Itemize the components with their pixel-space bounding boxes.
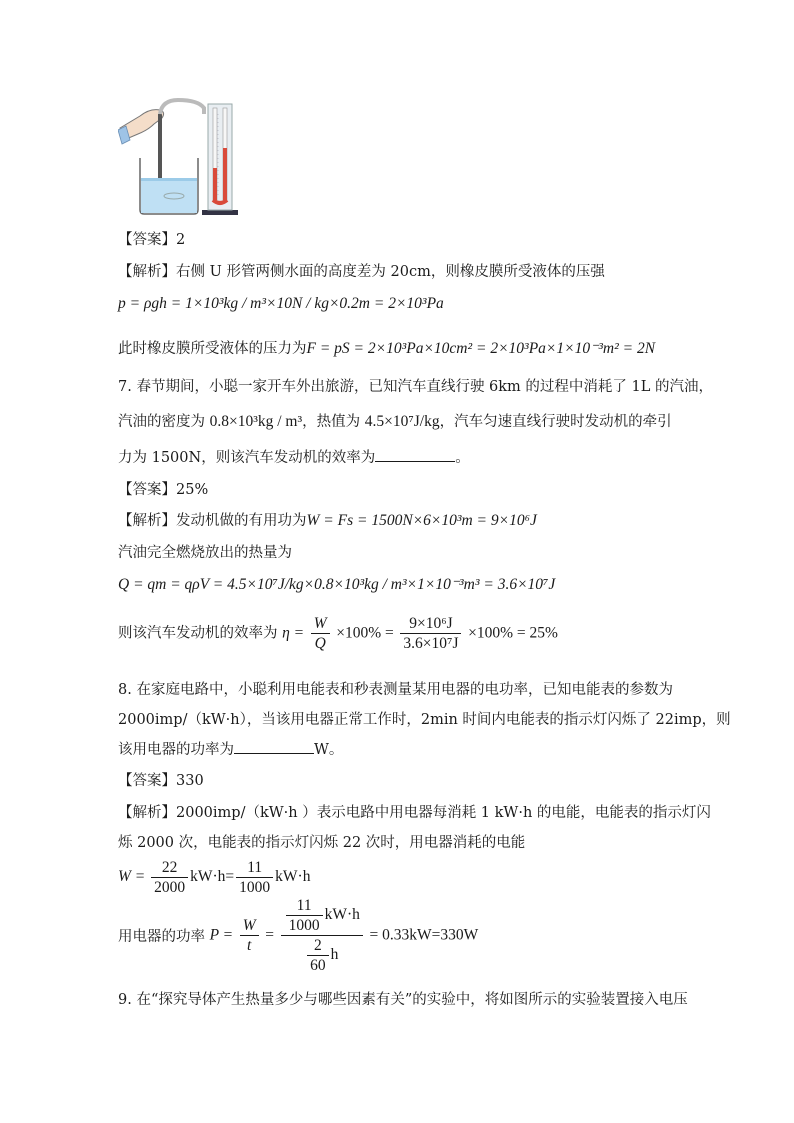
- q7-question-line2: [118, 410, 672, 431]
- q8-num-fraction: [286, 896, 323, 935]
- q8-compound-fraction: [281, 896, 363, 975]
- q8-analysis-line1: 【解析】2000imp/（kW·h ）表示电路中用电器每消耗 1 kW·h 的电能，电能表的指示灯闪: [118, 805, 711, 821]
- q7-density-prefix: 汽油的密度为: [118, 414, 205, 430]
- q6-force-equation: F = pS = 2×10³Pa×10cm² = 2×10³Pa×1×10⁻³m² = 2N: [306, 340, 656, 357]
- q8-p-lhs: P =: [209, 926, 234, 944]
- q7-line3-prefix: 力为 1500N，则该汽车发动机的效率为: [118, 450, 376, 466]
- q8-den-fraction: [307, 936, 329, 975]
- q8-power-prefix: 用电器的功率: [118, 929, 205, 945]
- q8-w-frac2-den: 1000: [236, 877, 273, 897]
- q7-heat-equation: Q = qm = qρV = 4.5×10⁷J/kg×0.8×10³kg / m³×1×10⁻³m³ = 3.6×10⁷J: [118, 576, 556, 593]
- q8-p-end: = 0.33kW=330W: [369, 926, 479, 944]
- q7-eta-lhs: η =: [282, 624, 305, 642]
- q8-question-line1: 8. 在家庭电路中，小聪利用电能表和秒表测量某用电器的电功率，已知电能表的参数为: [118, 682, 673, 698]
- q8-p-eq: =: [265, 926, 275, 944]
- q8-w-frac1-den: 2000: [151, 877, 188, 897]
- q8-fraction-22-2000: [151, 858, 188, 897]
- pressure-apparatus-figure: [118, 94, 246, 218]
- q8-fraction-w-over-t: [240, 916, 259, 955]
- q7-work-prefix: 【解析】发动机做的有用功为: [118, 513, 307, 529]
- q8-num-den: 1000: [286, 915, 323, 935]
- q8-answer: 【答案】330: [118, 773, 204, 789]
- q8-energy-equation: [118, 858, 310, 897]
- q8-compound-numerator: [281, 896, 363, 935]
- q6-force-prefix: 此时橡皮膜所受液体的压力为: [118, 341, 307, 357]
- q7-eff-end: ×100% = 25%: [468, 624, 558, 642]
- q8-answer-blank: [234, 739, 314, 754]
- q7-frac2-den: 3.6×10⁷J: [400, 633, 461, 653]
- q7-question-line1: 7. 春节期间，小聪一家开车外出旅游，已知汽车直线行驶 6km 的过程中消耗了 1L 的汽油，: [118, 379, 713, 395]
- q7-density-value: 0.8×10³kg / m³: [209, 413, 303, 430]
- q8-line3-suffix: W。: [314, 742, 344, 758]
- q6-pressure-equation: p = ρgh = 1×10³kg / m³×10N / kg×0.2m = 2×10³Pa: [118, 295, 444, 312]
- q8-power-line: [118, 896, 478, 975]
- q8-fraction-11-1000: [236, 858, 273, 897]
- q8-w-end: kW·h: [275, 868, 311, 886]
- q8-den-num: 2: [314, 937, 322, 954]
- q7-answer-blank: [375, 447, 455, 462]
- q8-compound-denominator: [281, 935, 363, 975]
- q7-line3-suffix: 。: [455, 450, 470, 466]
- q6-answer: 【答案】2: [118, 232, 186, 248]
- q7-work-line: [118, 509, 537, 530]
- q8-p-frac-den: t: [240, 935, 259, 955]
- q8-w-mid: kW·h=: [190, 868, 235, 886]
- q8-question-line3: [118, 738, 343, 759]
- q9-question-line1: 9. 在“探究导体产生热量多少与哪些因素有关”的实验中，将如图所示的实验装置接入电压: [118, 992, 688, 1008]
- q7-frac2-num: 9×10⁶J: [409, 615, 453, 632]
- q8-den-den: 60: [307, 955, 329, 975]
- q7-efficiency-line: [118, 614, 558, 653]
- q8-p-frac-num: W: [242, 917, 256, 934]
- q7-frac1-den: Q: [311, 633, 330, 653]
- q7-heat-prefix: ，热值为: [302, 414, 361, 430]
- q6-force-line: [118, 337, 655, 358]
- q7-heat-text: 汽油完全燃烧放出的热量为: [118, 545, 292, 561]
- q8-num-unit: kW·h: [324, 906, 360, 924]
- q7-work-equation: W = Fs = 1500N×6×10³m = 9×10⁶J: [306, 512, 537, 529]
- q7-fraction-values: [400, 614, 461, 653]
- q6-analysis-text: 【解析】右侧 U 形管两侧水面的高度差为 20cm，则橡皮膜所受液体的压强: [118, 264, 605, 280]
- q7-fraction-w-over-q: [311, 614, 330, 653]
- q7-efficiency-prefix: 则该汽车发动机的效率为: [118, 625, 278, 642]
- q8-den-unit: h: [330, 946, 339, 964]
- q7-heat-value: 4.5×10⁷J/kg: [364, 413, 440, 430]
- q8-w-lhs: W =: [118, 868, 146, 886]
- q7-question-line3: [118, 446, 470, 467]
- q8-question-line2: 2000imp/（kW·h），当该用电器正常工作时，2min 时间内电能表的指示灯闪烁了 22imp，则: [118, 712, 731, 728]
- q7-eff-mid: ×100% =: [336, 624, 394, 642]
- q8-w-frac2-num: 11: [247, 859, 263, 876]
- q7-line2-suffix: ，汽车匀速直线行驶时发动机的牵引: [439, 414, 672, 430]
- q7-frac1-num: W: [313, 615, 327, 632]
- q7-answer: 【答案】25%: [118, 482, 209, 498]
- q8-w-frac1-num: 22: [161, 859, 178, 876]
- q8-line3-prefix: 该用电器的功率为: [118, 742, 234, 758]
- q8-analysis-line2: 烁 2000 次，电能表的指示灯闪烁 22 次时，用电器消耗的电能: [118, 835, 526, 851]
- q8-num-num: 11: [296, 897, 312, 914]
